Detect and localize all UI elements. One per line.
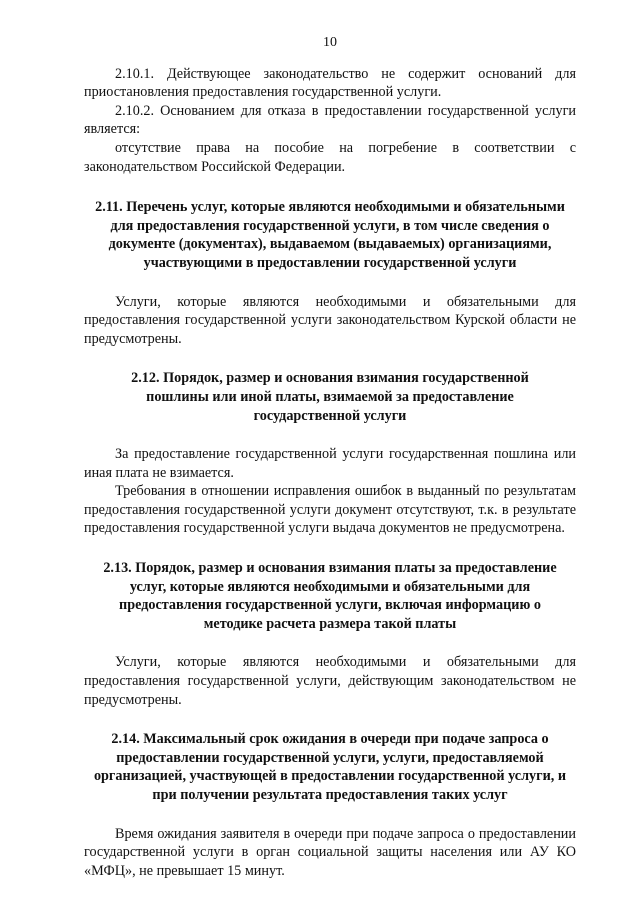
section-2-12 bbox=[84, 369, 576, 538]
paragraph-2-10-2: 2.10.2. Основанием для отказа в предоставлении государственной услуги является: bbox=[84, 102, 576, 138]
section-2-13 bbox=[84, 559, 576, 709]
heading-2-14: 2.14. Максимальный срок ожидания в очереди при подаче запроса о предоставлении государственной услуги, услуги, предоставляемой организацией, участвующей в предоставлении государственной услуги, и при получении результата предоставления таких услуг bbox=[93, 731, 567, 803]
document-page bbox=[84, 34, 576, 880]
paragraph-2-13: Услуги, которые являются необходимыми и обязательными для предоставления государственной услуги, действующим законодательством не предусмотрены. bbox=[84, 654, 576, 708]
section-2-14 bbox=[84, 730, 576, 880]
paragraph-2-11: Услуги, которые являются необходимыми и обязательными для предоставления государственной услуги законодательством Курской области не предусмотрены. bbox=[84, 293, 576, 347]
heading-2-12: 2.12. Порядок, размер и основания взимания государственной пошлины или иной платы, взимаемой за предоставление государственной услуги bbox=[131, 370, 529, 424]
paragraph-2-12-1: За предоставление государственной услуги государственная пошлина или иная плата не взимается. bbox=[84, 446, 576, 481]
paragraph-2-12-2: Требования в отношении исправления ошибок в выданный по результатам предоставления государственной услуги документ отсутствуют, т.к. в результате предоставления государственной услуги выдача документов не предусмотрена. bbox=[84, 483, 576, 537]
paragraph-2-10-1: 2.10.1. Действующее законодательство не содержит оснований для приостановления предоставления государственной услуги. bbox=[84, 65, 576, 101]
heading-2-11: 2.11. Перечень услуг, которые являются необходимыми и обязательными для предоставления государственной услуги, в том числе сведения о документе (документах), выдаваемом (выдаваемых) организациями, участвующими в предоставлении государственной услуги bbox=[95, 199, 565, 271]
section-2-11 bbox=[84, 198, 576, 348]
paragraph-2-14: Время ожидания заявителя в очереди при подаче запроса о предоставлении государственной услуги в орган социальной защиты населения или АУ КО «МФЦ», не превышает 15 минут. bbox=[84, 825, 576, 879]
heading-2-13: 2.13. Порядок, размер и основания взимания платы за предоставление услуг, которые являются необходимыми и обязательными для предоставления государственной услуги, включая информацию о методике расчета размера такой платы bbox=[103, 560, 557, 632]
section-2-10 bbox=[84, 65, 576, 177]
page-number: 10 bbox=[323, 35, 337, 50]
paragraph-2-10-2-item: отсутствие права на пособие на погребение в соответствии с законодательством Российской Федерации. bbox=[84, 139, 576, 175]
